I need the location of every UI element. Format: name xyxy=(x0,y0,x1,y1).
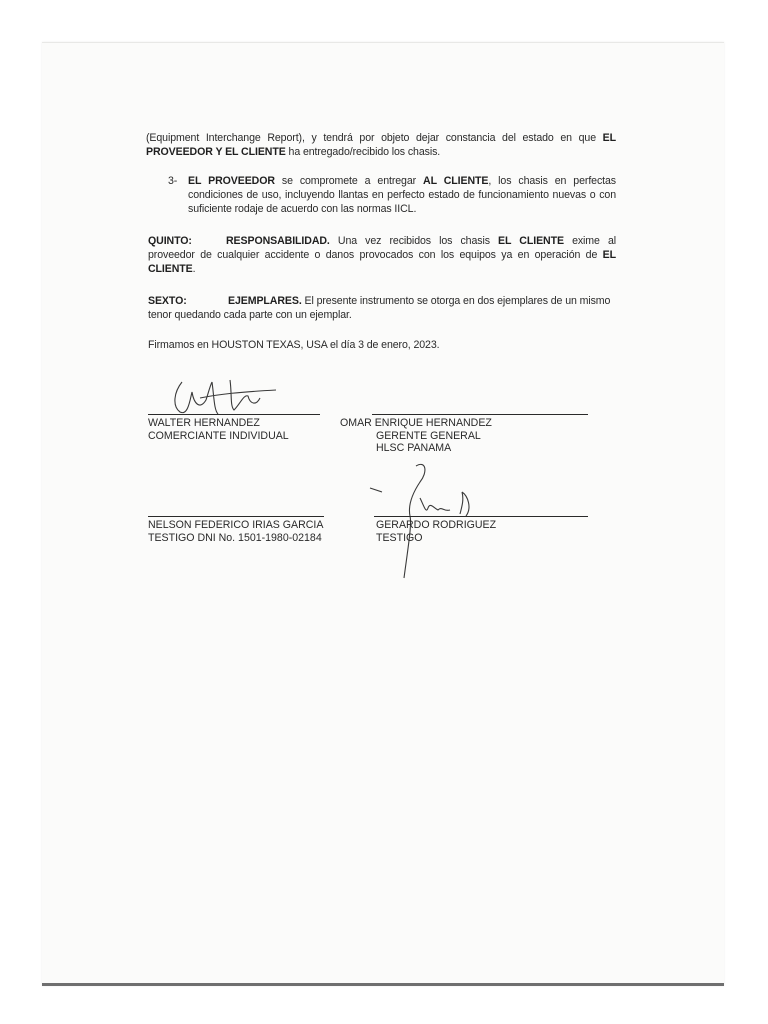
signatory-nelson xyxy=(148,519,323,544)
signatory-title: TESTIGO xyxy=(376,531,423,544)
bold-cliente: EL CLIENTE xyxy=(498,235,564,247)
paragraph-text: (Equipment Interchange Report), y tendrá por objeto dejar constancia del estado en que xyxy=(146,132,603,144)
signatory-omar xyxy=(340,417,492,455)
signatory-name: OMAR ENRIQUE HERNANDEZ xyxy=(340,417,492,429)
paragraph-text: ha entregado/recibido los chasis. xyxy=(285,146,441,158)
paragraph-text: . xyxy=(192,263,196,275)
paragraph-text: Una vez recibidos los chasis xyxy=(329,235,499,247)
signature-line-nelson xyxy=(148,516,324,517)
signatory-title: TESTIGO DNI No. 1501-1980-02184 xyxy=(148,531,322,544)
paragraph-text: exime al proveedor de cualquier accidente o danos provocados con los equipos ya en operación de xyxy=(148,235,617,261)
item-number: 3- xyxy=(168,175,178,187)
signatory-title: GERENTE GENERAL xyxy=(376,429,481,442)
paragraph-text: se compromete a entregar xyxy=(274,175,424,187)
bold-cliente: EL CLIENTE xyxy=(148,249,616,275)
signatory-gerardo xyxy=(376,519,496,544)
bold-parties: EL PROVEEDOR Y EL CLIENTE xyxy=(146,132,616,158)
bold-proveedor: EL PROVEEDOR xyxy=(188,175,275,187)
signatory-name: GERARDO RODRIGUEZ xyxy=(376,519,497,531)
paragraph-equipment-report xyxy=(146,131,616,159)
signatory-title: COMERCIANTE INDIVIDUAL xyxy=(148,429,289,442)
clause-quinto xyxy=(148,234,616,276)
paragraph-item-3 xyxy=(188,174,616,216)
signature-line-gerardo xyxy=(374,516,588,517)
signature-line-walter xyxy=(148,414,320,415)
signatory-walter xyxy=(148,417,289,442)
closing-statement: Firmamos en HOUSTON TEXAS, USA el día 3 de enero, 2023. xyxy=(148,339,440,351)
paragraph-text: El presente instrumento se otorga en dos ejemplares de un mismo tenor quedando cada parte con un ejemplar. xyxy=(148,295,611,321)
signatory-company: HLSC PANAMA xyxy=(376,442,452,454)
signature-walter xyxy=(160,370,290,420)
paragraph-text: , los chasis en perfectas condiciones de uso, incluyendo llantas en perfecto estado de funcionamiento nuevas o con suficiente rodaje de acuerdo con las normas IICL. xyxy=(188,175,616,215)
clause-label: QUINTO: xyxy=(148,235,192,247)
signatory-name: NELSON FEDERICO IRIAS GARCIA xyxy=(148,519,324,531)
signatory-name: WALTER HERNANDEZ xyxy=(148,417,260,429)
clause-heading: EJEMPLARES. xyxy=(228,295,302,307)
clause-heading: RESPONSABILIDAD. xyxy=(226,235,330,247)
clause-sexto xyxy=(148,294,616,322)
signature-line-omar xyxy=(372,414,588,415)
bold-cliente: AL CLIENTE xyxy=(423,175,489,187)
clause-label: SEXTO: xyxy=(148,295,187,307)
